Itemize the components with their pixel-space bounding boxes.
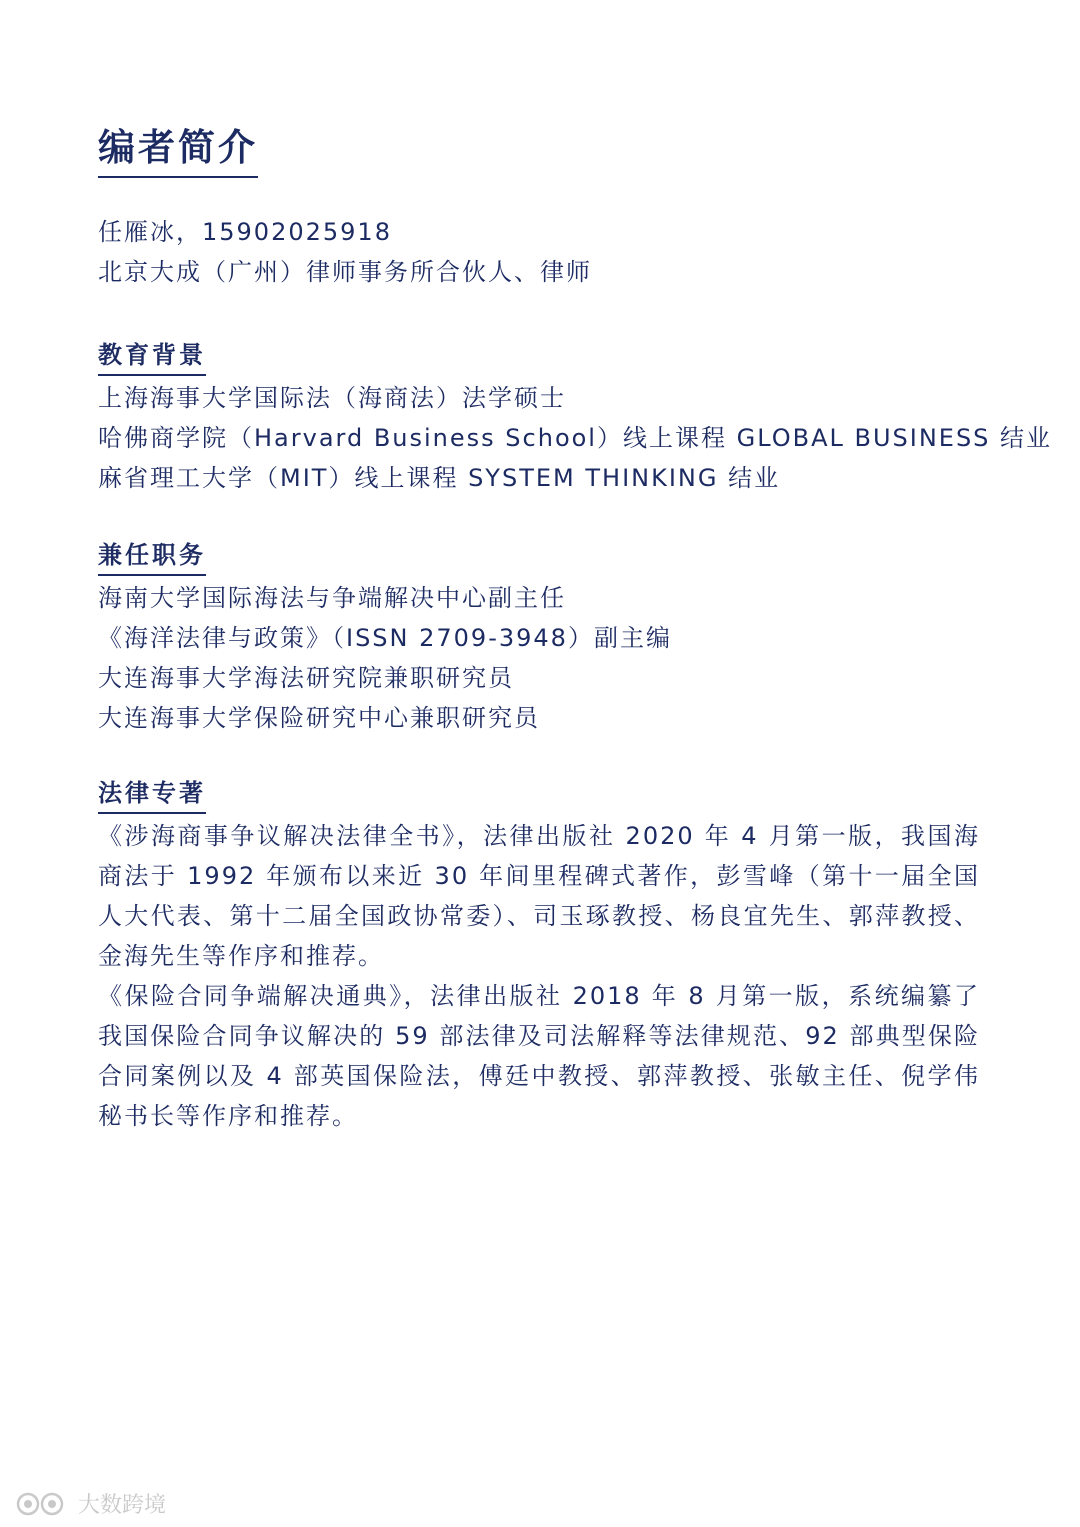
position-item: 《海洋法律与政策》（ISSN 2709-3948）副主编 <box>98 624 672 652</box>
education-item: 哈佛商学院（Harvard Business School）线上课程 GLOBAL BUSINESS 结业 <box>98 424 1053 452</box>
position-item: 大连海事大学海法研究院兼职研究员 <box>98 664 514 692</box>
books-heading: 法律专著 <box>98 774 206 814</box>
watermark-text: 大数跨境 <box>78 1493 167 1518</box>
position-item: 海南大学国际海法与争端解决中心副主任 <box>98 584 566 612</box>
education-item: 麻省理工大学（MIT）线上课程 SYSTEM THINKING 结业 <box>98 464 781 492</box>
education-heading: 教育背景 <box>98 336 206 376</box>
watermark <box>14 1488 166 1519</box>
page-title: 编者简介 <box>98 122 258 178</box>
contact-block <box>98 212 988 292</box>
positions-section <box>98 536 988 738</box>
education-item: 上海海事大学国际法（海商法）法学硕士 <box>98 384 566 412</box>
book-entry: 《保险合同争端解决通典》，法律出版社 2018 年 8 月第一版，系统编纂了我国保险合同争议解决的 59 部法律及司法解释等法律规范、92 部典型保险合同案例以及 4 部英国保险法，傅廷中教授、郭萍教授、张敏主任、倪学伟秘书长等作序和推荐。 <box>98 982 980 1130</box>
weibo-eye-logo-icon <box>14 1491 72 1517</box>
contact-name-phone: 任雁冰，15902025918 <box>98 218 392 246</box>
education-section <box>98 336 1053 498</box>
books-section <box>98 774 988 1136</box>
positions-heading: 兼任职务 <box>98 536 206 576</box>
position-item: 大连海事大学保险研究中心兼职研究员 <box>98 704 540 732</box>
contact-affiliation: 北京大成（广州）律师事务所合伙人、律师 <box>98 258 592 286</box>
book-entry: 《涉海商事争议解决法律全书》，法律出版社 2020 年 4 月第一版，我国海商法于 1992 年颁布以来近 30 年间里程碑式著作，彭雪峰（第十一届全国人大代表、第十二届全国政协常委）、司玉琢教授、杨良宜先生、郭萍教授、金海先生等作序和推荐。 <box>98 822 980 970</box>
